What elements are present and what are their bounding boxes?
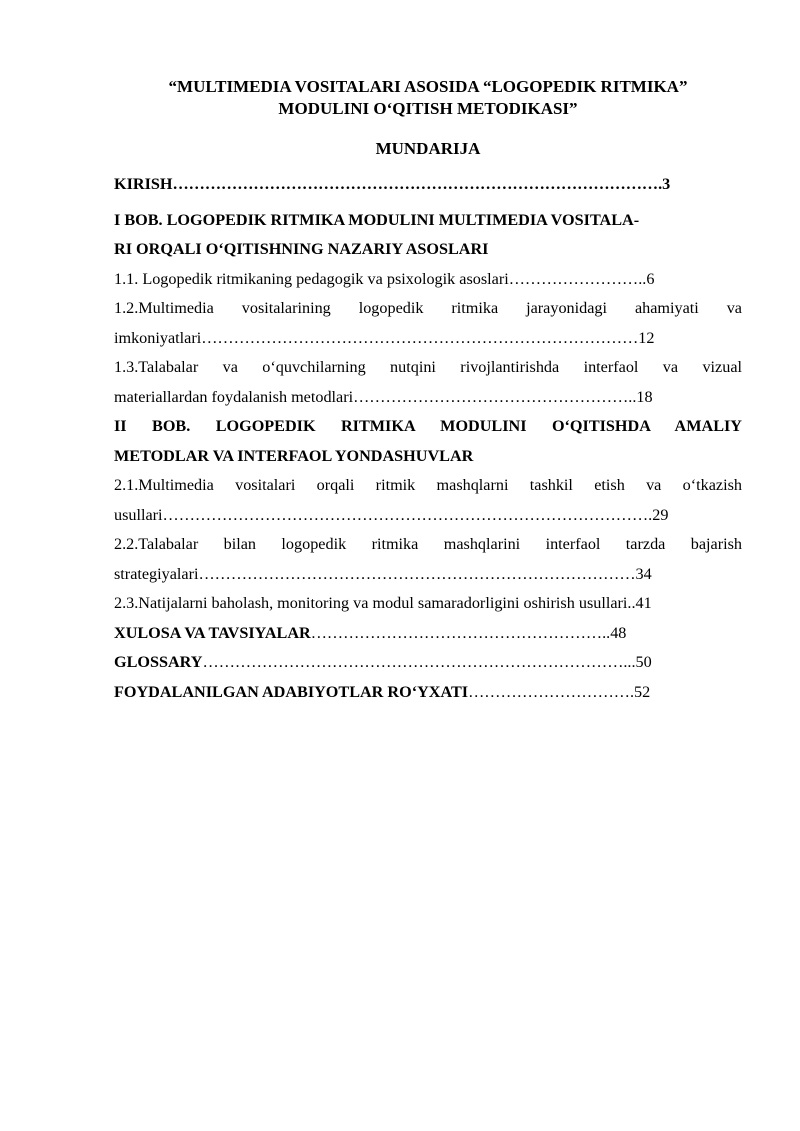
toc-entry-2-3: 2.3.Natijalarni baholash, monitoring va modul samaradorligini oshirish usullari..41 (114, 594, 652, 612)
entry-2-2-line-2: strategiyalari………………………………………………………………………34 (114, 564, 652, 583)
toc-entry-1-2 (114, 294, 742, 353)
title-line-2: MODULINI O‘QITISH METODIKASI” (278, 99, 578, 118)
toc-entry-conclusion (114, 619, 742, 649)
entry-1-2-line-2: imkoniyatlari………………………………………………………………………12 (114, 328, 655, 347)
entry-2-1-line-1: 2.1.Multimedia vositalari orqali ritmik mashqlarni tashkil etish va o‘tkazish (114, 476, 742, 494)
document-title (114, 76, 742, 120)
entry-2-2-line-1: 2.2.Talabalar bilan logopedik ritmika mashqlarini interfaol tarzda bajarish (114, 535, 742, 553)
glossary-label: GLOSSARY (114, 653, 203, 671)
toc-entry-intro: KIRISH……………………………………………………………………………….3 (114, 175, 671, 193)
toc-heading: MUNDARIJA (375, 139, 481, 158)
chapter-1-line-1: I BOB. LOGOPEDIK RITMIKA MODULINI MULTIMEDIA VOSITALA- (114, 210, 640, 229)
toc-entry-2-1 (114, 471, 742, 530)
toc-entry-2-2 (114, 530, 742, 589)
entry-1-2-line-1: 1.2.Multimedia vositalarining logopedik ritmika jarayonidagi ahamiyati va (114, 299, 742, 317)
entry-1-3-line-1: 1.3.Talabalar va o‘quvchilarning nutqini rivojlantirishda interfaol va vizual (114, 358, 742, 376)
toc-entry-1-1: 1.1. Logopedik ritmikaning pedagogik va psixologik asoslari……………………..6 (114, 269, 655, 288)
toc-entry-glossary (114, 648, 742, 678)
conclusion-leader: ………………………………………………..48 (310, 623, 627, 642)
toc-chapter-2 (114, 412, 742, 471)
entry-1-3-line-2: materiallardan foydalanish metodlari……………………………………………..18 (114, 387, 653, 406)
entry-2-1-line-2: usullari……………………………………………………………………………….29 (114, 505, 669, 524)
table-of-contents (114, 170, 742, 707)
references-label: FOYDALANILGAN ADABIYOTLAR RO‘YXATI (114, 682, 469, 701)
toc-entry-1-3 (114, 353, 742, 412)
title-line-1: “MULTIMEDIA VOSITALARI ASOSIDA “LOGOPEDIK RITMIKA” (168, 77, 688, 96)
conclusion-label: XULOSA VA TAVSIYALAR (114, 623, 311, 642)
document-page (114, 76, 742, 707)
references-leader: ………………………….52 (468, 682, 651, 701)
chapter-1-line-2: RI ORQALI O‘QITISHNING NAZARIY ASOSLARI (114, 240, 489, 258)
glossary-leader: ……………………………………………………………………...50 (202, 653, 652, 671)
chapter-2-line-1: II BOB. LOGOPEDIK RITMIKA MODULINI O‘QITISHDA AMALIY (114, 417, 742, 435)
toc-entry-references (114, 678, 742, 708)
chapter-2-line-2: METODLAR VA INTERFAOL YONDASHUVLAR (114, 446, 474, 465)
toc-chapter-1 (114, 206, 742, 265)
